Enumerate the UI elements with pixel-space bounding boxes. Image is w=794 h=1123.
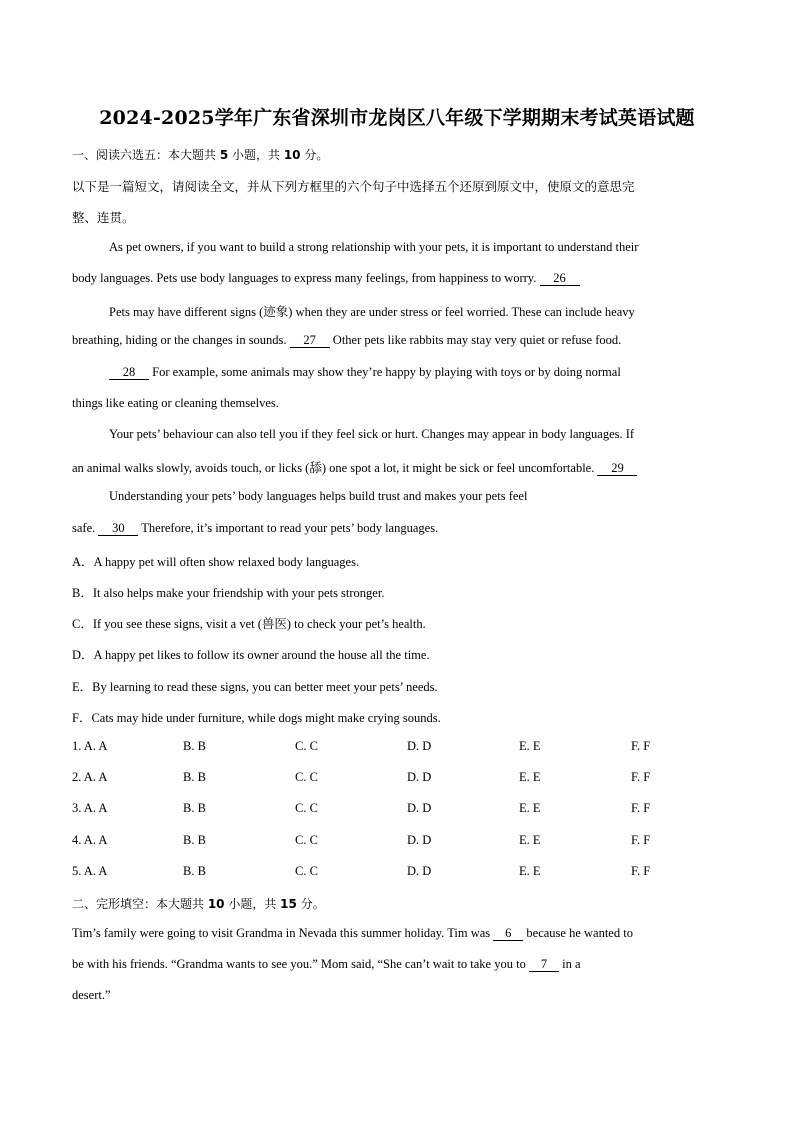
passage-p4-text: an animal walks slowly, avoids touch, or licks (舔) one spot a lot, it might be sick or feel uncomfortable.: [72, 461, 595, 475]
passage-p2-text-b: Other pets like rabbits may stay very quiet or refuse food.: [332, 333, 622, 347]
cloze-line-2: [72, 957, 581, 972]
answer-row-2: [72, 770, 712, 786]
passage-p3-line2: things like eating or cleaning themselves.: [72, 396, 279, 410]
instruction-line-1: 以下是一篇短文，请阅读全文，并从下列方框里的六个句子中选择五个还原到原文中，使原文的意思完: [72, 179, 635, 194]
choice-2-f[interactable]: F. F: [631, 770, 651, 784]
blank-7[interactable]: 7: [529, 958, 559, 972]
option-f: F．Cats may hide under furniture, while dogs might make crying sounds.: [72, 711, 441, 725]
section2-heading: [72, 895, 325, 912]
choice-2-c[interactable]: C. C: [295, 770, 318, 784]
section2-heading-prefix: 二、完形填空：本大题共: [72, 897, 208, 911]
section1-heading: [72, 146, 328, 163]
answer-row-3: [72, 801, 712, 817]
cloze-line-3: desert.”: [72, 988, 111, 1002]
choice-1-e[interactable]: E. E: [519, 739, 541, 753]
cloze-line-1: [72, 926, 633, 941]
section1-question-count: 5: [219, 148, 229, 162]
choice-5-f[interactable]: F. F: [631, 864, 651, 878]
page-title: 2024-2025学年广东省深圳市龙岗区八年级下学期期末考试英语试题: [99, 107, 695, 129]
passage-p4-line1: Your pets’ behaviour can also tell you if they feel sick or hurt. Changes may appear in body languages. If: [109, 427, 635, 441]
section2-heading-mid: 小题，共: [224, 897, 281, 911]
choice-1-c[interactable]: C. C: [295, 739, 318, 753]
choice-5-c[interactable]: C. C: [295, 864, 318, 878]
section1-heading-prefix: 一、阅读六选五：本大题共: [72, 148, 220, 162]
passage-p1-line2: [72, 271, 580, 286]
passage-p2-text-a: breathing, hiding or the changes in sounds.: [72, 333, 287, 347]
passage-p1-text: body languages. Pets use body languages to express many feelings, from happiness to worry.: [72, 271, 537, 285]
section1-heading-suffix: 分。: [300, 148, 329, 162]
choice-4-c[interactable]: C. C: [295, 833, 318, 847]
passage-p5-text-b: Therefore, it’s important to read your pets’ body languages.: [141, 521, 439, 535]
cloze-text-1b: because he wanted to: [526, 926, 633, 940]
option-e: E．By learning to read these signs, you can better meet your pets’ needs.: [72, 680, 438, 694]
choice-3-f[interactable]: F. F: [631, 801, 651, 815]
cloze-text-2a: be with his friends. “Grandma wants to see you.” Mom said, “She can’t wait to take you to: [72, 957, 526, 971]
choice-3-e[interactable]: E. E: [519, 801, 541, 815]
blank-6[interactable]: 6: [493, 927, 523, 941]
answer-row-1: [72, 739, 712, 755]
choice-3-b[interactable]: B. B: [183, 801, 206, 815]
choice-5-e[interactable]: E. E: [519, 864, 541, 878]
blank-28[interactable]: 28: [109, 366, 149, 380]
choice-3-c[interactable]: C. C: [295, 801, 318, 815]
choice-2-a[interactable]: 2. A. A: [72, 770, 108, 784]
option-a: A．A happy pet will often show relaxed body languages.: [72, 555, 360, 569]
choice-4-b[interactable]: B. B: [183, 833, 206, 847]
choice-4-a[interactable]: 4. A. A: [72, 833, 108, 847]
choice-1-f[interactable]: F. F: [631, 739, 651, 753]
choice-2-e[interactable]: E. E: [519, 770, 541, 784]
passage-p3-text: For example, some animals may show they’re happy by playing with toys or by doing normal: [152, 365, 621, 379]
choice-1-a[interactable]: 1. A. A: [72, 739, 108, 753]
passage-p4-line2: [72, 458, 637, 476]
choice-5-a[interactable]: 5. A. A: [72, 864, 108, 878]
answer-row-4: [72, 833, 712, 849]
choice-1-b[interactable]: B. B: [183, 739, 206, 753]
section2-heading-suffix: 分。: [296, 897, 325, 911]
passage-p2-line2: [72, 333, 621, 348]
passage-p5-line1: Understanding your pets’ body languages helps build trust and makes your pets feel: [109, 489, 528, 503]
option-c: C．If you see these signs, visit a vet (兽医) to check your pet’s health.: [72, 617, 426, 631]
cloze-text-2b: in a: [562, 957, 581, 971]
option-d: D．A happy pet likes to follow its owner around the house all the time.: [72, 648, 430, 662]
cloze-text-1a: Tim’s family were going to visit Grandma in Nevada this summer holiday. Tim was: [72, 926, 491, 940]
choice-3-d[interactable]: D. D: [407, 801, 432, 815]
choice-1-d[interactable]: D. D: [407, 739, 432, 753]
choice-2-b[interactable]: B. B: [183, 770, 206, 784]
blank-30[interactable]: 30: [98, 522, 138, 536]
choice-5-d[interactable]: D. D: [407, 864, 432, 878]
section2-score: 15: [280, 897, 297, 911]
passage-p2-line1: Pets may have different signs (迹象) when they are under stress or feel worried. These can include heavy: [109, 305, 635, 319]
choice-4-e[interactable]: E. E: [519, 833, 541, 847]
choice-4-f[interactable]: F. F: [631, 833, 651, 847]
section1-heading-mid: 小题，共: [228, 148, 284, 162]
blank-27[interactable]: 27: [290, 334, 330, 348]
answer-row-5: [72, 864, 712, 880]
passage-p5-text-a: safe.: [72, 521, 96, 535]
choice-5-b[interactable]: B. B: [183, 864, 206, 878]
passage-p3-line1: [109, 365, 621, 380]
option-b: B．It also helps make your friendship with your pets stronger.: [72, 586, 385, 600]
blank-26[interactable]: 26: [540, 272, 580, 286]
section1-score: 10: [283, 148, 301, 162]
passage-p1-line1: As pet owners, if you want to build a strong relationship with your pets, it is important to understand their: [109, 240, 639, 254]
choice-2-d[interactable]: D. D: [407, 770, 432, 784]
choice-4-d[interactable]: D. D: [407, 833, 432, 847]
section2-question-count: 10: [207, 897, 225, 911]
passage-p5-line2: [72, 521, 438, 536]
instruction-line-2: 整、连贯。: [72, 210, 135, 225]
blank-29[interactable]: 29: [597, 462, 637, 476]
choice-3-a[interactable]: 3. A. A: [72, 801, 108, 815]
